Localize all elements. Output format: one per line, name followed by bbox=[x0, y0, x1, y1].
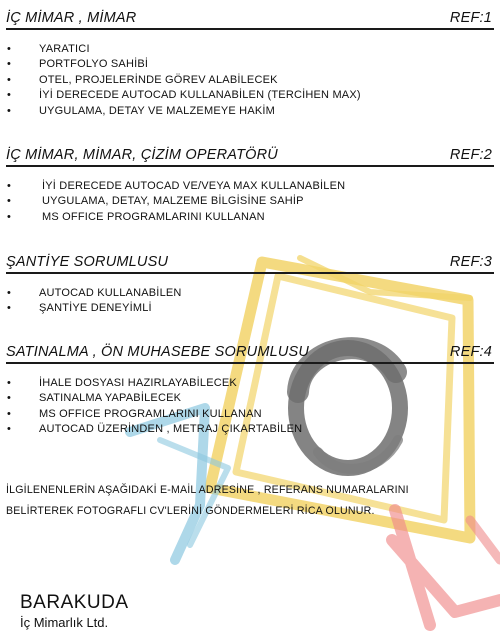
list-item: • İYİ DERECEDE AUTOCAD VE/VEYA MAX KULLANABİLEN bbox=[6, 179, 494, 194]
bullet-icon: • bbox=[7, 377, 12, 389]
ref-code: REF:2 bbox=[449, 147, 492, 163]
section-ref-3 bbox=[6, 254, 494, 317]
section-header bbox=[6, 344, 494, 364]
notice-line-1: İLGİLENENLERİN AŞAĞIDAKİ E-MAİL ADRESİNE , REFERANS NUMARALARINI bbox=[6, 484, 409, 496]
list-item: • İHALE DOSYASI HAZIRLAYABİLECEK bbox=[6, 376, 494, 391]
bullet-icon: • bbox=[7, 58, 12, 71]
bullet-icon: • bbox=[7, 180, 12, 192]
section-header bbox=[6, 254, 494, 274]
list-item: • AUTOCAD KULLANABİLEN bbox=[6, 286, 494, 301]
list-item: • YARATICI bbox=[6, 42, 494, 57]
application-notice bbox=[6, 480, 494, 522]
bullet-icon: • bbox=[7, 89, 12, 102]
section-title: SATINALMA , ÖN MUHASEBE SORUMLUSU bbox=[6, 344, 310, 360]
bullet-icon: • bbox=[7, 302, 12, 315]
requirement-list bbox=[6, 42, 494, 119]
bullet-icon: • bbox=[7, 407, 12, 420]
notice-line-2: BELİRTEREK FOTOGRAFLI CV'LERİNİ GÖNDERMELERİ RİCA OLUNUR. bbox=[6, 505, 375, 517]
bullet-icon: • bbox=[7, 210, 12, 223]
section-ref-4 bbox=[6, 344, 494, 438]
ref-code: REF:4 bbox=[449, 344, 492, 360]
list-item: • MS OFFICE PROGRAMLARINI KULLANAN bbox=[6, 210, 494, 225]
list-item: • UYGULAMA, DETAY VE MALZEMEYE HAKİM bbox=[6, 104, 494, 119]
section-title: ŞANTİYE SORUMLUSU bbox=[6, 254, 169, 270]
list-item: • ŞANTİYE DENEYİMLİ bbox=[6, 301, 494, 316]
list-item: • İYİ DERECEDE AUTOCAD KULLANABİLEN (TERCİHEN MAX) bbox=[6, 88, 494, 103]
section-ref-1 bbox=[6, 10, 494, 119]
requirement-list bbox=[6, 179, 494, 225]
requirement-list bbox=[6, 286, 494, 317]
list-item: • AUTOCAD ÜZERİNDEN , METRAJ ÇIKARTABİLEN bbox=[6, 422, 494, 437]
company-signature bbox=[20, 592, 129, 631]
bullet-icon: • bbox=[7, 423, 12, 436]
bullet-icon: • bbox=[7, 73, 12, 86]
list-item: • UYGULAMA, DETAY, MALZEME BİLGİSİNE SAHİP bbox=[6, 194, 494, 209]
company-subtitle: İç Mimarlık Ltd. bbox=[20, 615, 109, 630]
section-ref-2 bbox=[6, 147, 494, 225]
list-item: • OTEL, PROJELERİNDE GÖREV ALABİLECEK bbox=[6, 73, 494, 88]
bullet-icon: • bbox=[7, 392, 12, 405]
section-title: İÇ MİMAR , MİMAR bbox=[6, 10, 137, 26]
list-item: • MS OFFICE PROGRAMLARINI KULLANAN bbox=[6, 407, 494, 422]
ref-code: REF:3 bbox=[449, 254, 492, 270]
list-item: • PORTFOLYO SAHİBİ bbox=[6, 57, 494, 72]
bullet-icon: • bbox=[7, 104, 12, 117]
section-header bbox=[6, 147, 494, 167]
requirement-list bbox=[6, 376, 494, 438]
section-title: İÇ MİMAR, MİMAR, ÇİZİM OPERATÖRÜ bbox=[6, 147, 278, 163]
company-name: BARAKUDA bbox=[20, 592, 129, 613]
section-header bbox=[6, 10, 494, 30]
bullet-icon: • bbox=[7, 287, 12, 299]
ref-code: REF:1 bbox=[449, 10, 492, 26]
list-item: • SATINALMA YAPABİLECEK bbox=[6, 391, 494, 406]
bullet-icon: • bbox=[7, 43, 12, 55]
bullet-icon: • bbox=[7, 195, 12, 208]
